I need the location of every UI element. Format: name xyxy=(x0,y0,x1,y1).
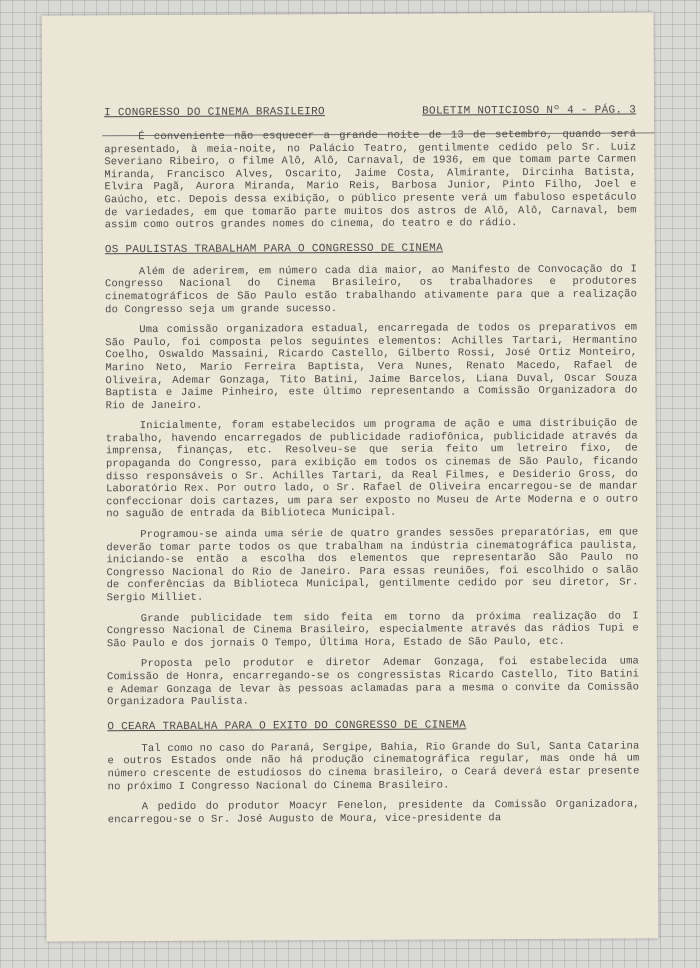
paulistas-paragraph-5: Grande publicidade tem sido feita em torno da próxima realização do I Congresso Nacional de Cinema Brasileiro, especialmente através das rádios Tupi e São Paulo e dos jornais O Tempo, Última Hora, Estado de São Paulo, etc. xyxy=(106,610,639,651)
document-sheet xyxy=(42,12,659,941)
paulistas-paragraph-2: Uma comissão organizadora estadual, encarregada de todos os preparativos em São Paulo, foi composta pelos seguintes elementos: Achilles Tartari, Hermantino Coelho, Oswaldo Massaini, Ricardo Castello, Gilberto Rossi, José Ortiz Monteiro, Marino Neto, Mario Ferreira Baptista, Vera Nunes, Renato Macedo, Rafael de Oliveira, Ademar Gonzaga, Tito Batini, Jaime Barcelos, Liana Duval, Oscar Souza Baptista e Jaime Pinheiro, este último representando a Comissão Organizadora do Rio de Janeiro. xyxy=(105,321,638,412)
header-page-info: BOLETIM NOTICIOSO Nº 4 - PÁG. 3 xyxy=(422,104,637,118)
paulistas-paragraph-6: Proposta pelo produtor e diretor Ademar Gonzaga, foi estabelecida uma Comissão de Honra, encarregando-se os congressistas Ricardo Castello, Tito Batini e Ademar Gonzaga de levar às pessoas aclamadas para a mesma o convite da Comissão Organizadora Paulista. xyxy=(107,655,640,709)
section-title-paulistas: OS PAULISTAS TRABALHAM PARA O CONGRESSO DE CINEMA xyxy=(104,242,443,257)
section-title-ceara: O CEARÁ TRABALHA PARA O ÊXITO DO CONGRESSO DE CINEMA xyxy=(107,719,467,734)
document-body xyxy=(104,104,640,834)
paulistas-paragraph-4: Programou-se ainda uma série de quatro grandes sessões preparatórias, em que deverão tomar parte todos os que trabalham na indústria cinematográfica paulista, iniciando-se então a escolha dos elementos que representarão São Paulo no Congresso Nacional do Rio de Janeiro. Para essas reuniões, foi escolhido o salão de conferências da Biblioteca Municipal, gentilmente cedido por seu diretor, Sr. Sergio Milliet. xyxy=(106,526,639,605)
paulistas-paragraph-1: Além de aderirem, em número cada dia maior, ao Manifesto de Convocação do I Congresso Nacional do Cinema Brasileiro, os trabalhadores e produtores cinematográficos de São Paulo estão trabalhando ativamente para que a realização do Congresso seja um grande sucesso. xyxy=(104,263,638,316)
ceara-paragraph-2: A pedido do produtor Moacyr Fenelon, presidente da Comissão Organizadora, encarregou-se o Sr. José Augusto de Moura, vice-presidente da xyxy=(107,798,640,826)
intro-paragraph: É conveniente não esquecer a grande noite de 13 de setembro, quando será apresentado, à meia-noite, no Palácio Teatro, gentilmente cedido pelo Sr. Luiz Severiano Ribeiro, o filme Alô, Alô, Carnaval, de 1936, em que tomam parte Carmen Miranda, Francisco Alves, Oscarito, Jaime Costa, Almirante, Dircinha Batista, Elvira Pagã, Aurora Miranda, Mario Reis, Barbosa Junior, Pinto Filho, Joel e Gaúcho, etc. Depois dessa exibição, o público presente verá um fabuloso espetáculo de variedades, em que tomarão parte muitos dos astros de Alô, Alô, Carnaval, bem assim como outros grandes nomes do cinema, do teatro e do rádio. xyxy=(104,128,637,232)
page-header xyxy=(104,104,636,119)
header-title: I CONGRESSO DO CINEMA BRASILEIRO xyxy=(104,106,325,120)
ceara-paragraph-1: Tal como no caso do Paraná, Sergipe, Bahia, Rio Grande do Sul, Santa Catarina e outros Estados onde não há produção cinematográfica regular, mas onde há um número crescente de estudiosos do cinema brasileiro, o Ceará deverá estar presente no próximo I Congresso Nacional do Cinema Brasileiro. xyxy=(107,740,640,793)
paulistas-paragraph-3: Inicialmente, foram estabelecidos um programa de ação e uma distribuição de trabalho, havendo encarregados de publicidade radiofônica, publicidade através da imprensa, finanças, etc. Resolveu-se que seria feito um letreiro fixo, de propaganda do Congresso, para exibição em todos os cinemas de São Paulo, ficando disso responsáveis o Sr. Achilles Tartari, da Real Filmes, e Desiderio Gross, do Laboratório Rex. Por outro lado, o Sr. Rafael de Oliveira encarregou-se de mandar confeccionar dois cartazes, um para ser exposto no Museu de Arte Moderna e o outro no saguão de entrada da Biblioteca Municipal. xyxy=(105,417,639,521)
